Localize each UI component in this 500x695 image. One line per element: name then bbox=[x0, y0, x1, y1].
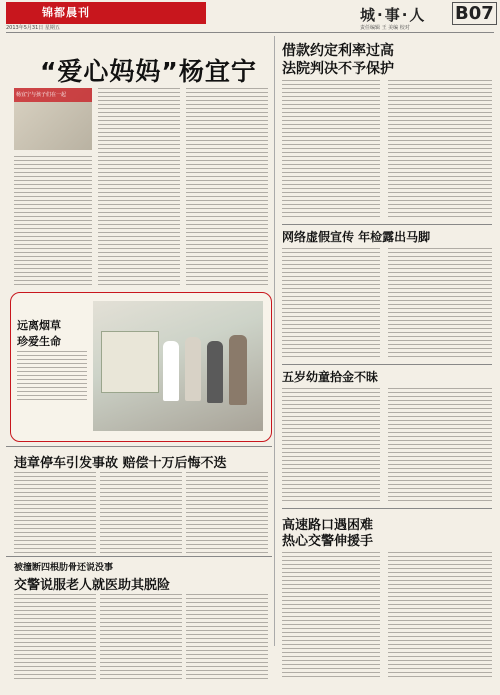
person-figure bbox=[229, 335, 247, 405]
right-mid2-headline: 五岁幼童拾金不昧 bbox=[282, 370, 379, 384]
column-divider bbox=[274, 36, 275, 646]
accident-text-col3 bbox=[186, 472, 268, 554]
right-mid-text-col2 bbox=[388, 248, 492, 360]
right-top-text-col2 bbox=[388, 80, 492, 220]
right-mid-headline: 网络虚假宣传 年检露出马脚 bbox=[282, 230, 431, 244]
feature-caption-text bbox=[17, 351, 87, 401]
accident-headline: 违章停车引发事故 赔偿十万后悔不迭 bbox=[14, 456, 227, 471]
bottom-right-text-col1 bbox=[282, 552, 380, 680]
person-figure bbox=[207, 341, 223, 403]
bottom-left-headline: 交警说服老人就医助其脱险 bbox=[14, 578, 171, 593]
feature-photo-box bbox=[10, 292, 272, 442]
right-mid2-text-col2 bbox=[388, 388, 492, 504]
feature-title-line1: 远离烟草 bbox=[17, 319, 61, 332]
feature-title-line2: 珍爱生命 bbox=[17, 335, 61, 348]
accident-text-col2 bbox=[100, 472, 182, 554]
main-story-text-col1 bbox=[14, 156, 92, 288]
bottom-right-text-col2 bbox=[388, 552, 492, 680]
right-mid2-text-col1 bbox=[282, 388, 380, 504]
main-headline: “爱心妈妈”杨宜宁 bbox=[40, 57, 257, 86]
person-figure bbox=[163, 341, 179, 401]
bottom-left-text-col1 bbox=[14, 594, 96, 680]
bottom-left-text-col3 bbox=[186, 594, 268, 680]
bottom-left-kicker: 被撞断四根肋骨还说没事 bbox=[14, 563, 114, 573]
right-top-headline-line2: 法院判决不予保护 bbox=[282, 61, 394, 77]
bottom-right-headline-line1: 高速路口遇困难 bbox=[282, 518, 374, 533]
bottom-right-headline-line2: 热心交警伸援手 bbox=[282, 534, 374, 549]
feature-photo bbox=[93, 301, 263, 431]
main-story-text-col2 bbox=[98, 88, 180, 288]
section-title: 城·事·人 bbox=[360, 6, 427, 24]
right-top-headline-line1: 借款约定利率过高 bbox=[282, 43, 394, 59]
right-top-text-col1 bbox=[282, 80, 380, 220]
paper-name: 锦都晨刊 bbox=[42, 6, 90, 19]
masthead-divider bbox=[6, 32, 494, 33]
page-number: B07 bbox=[452, 2, 497, 25]
editors-line: 责任编辑 王 美编 校对 bbox=[360, 25, 410, 31]
bottom-left-text-col2 bbox=[100, 594, 182, 680]
date-line: 2013年5月31日 星期五 bbox=[6, 25, 60, 31]
person-figure bbox=[185, 337, 201, 401]
right-mid-text-col1 bbox=[282, 248, 380, 360]
main-story-photo bbox=[14, 88, 92, 150]
masthead-red-bar bbox=[6, 2, 206, 24]
main-photo-caption: 杨宜宁与孩子们在一起 bbox=[16, 92, 67, 98]
accident-text-col1 bbox=[14, 472, 96, 554]
display-board bbox=[101, 331, 159, 393]
main-story-text-col3 bbox=[186, 88, 268, 288]
